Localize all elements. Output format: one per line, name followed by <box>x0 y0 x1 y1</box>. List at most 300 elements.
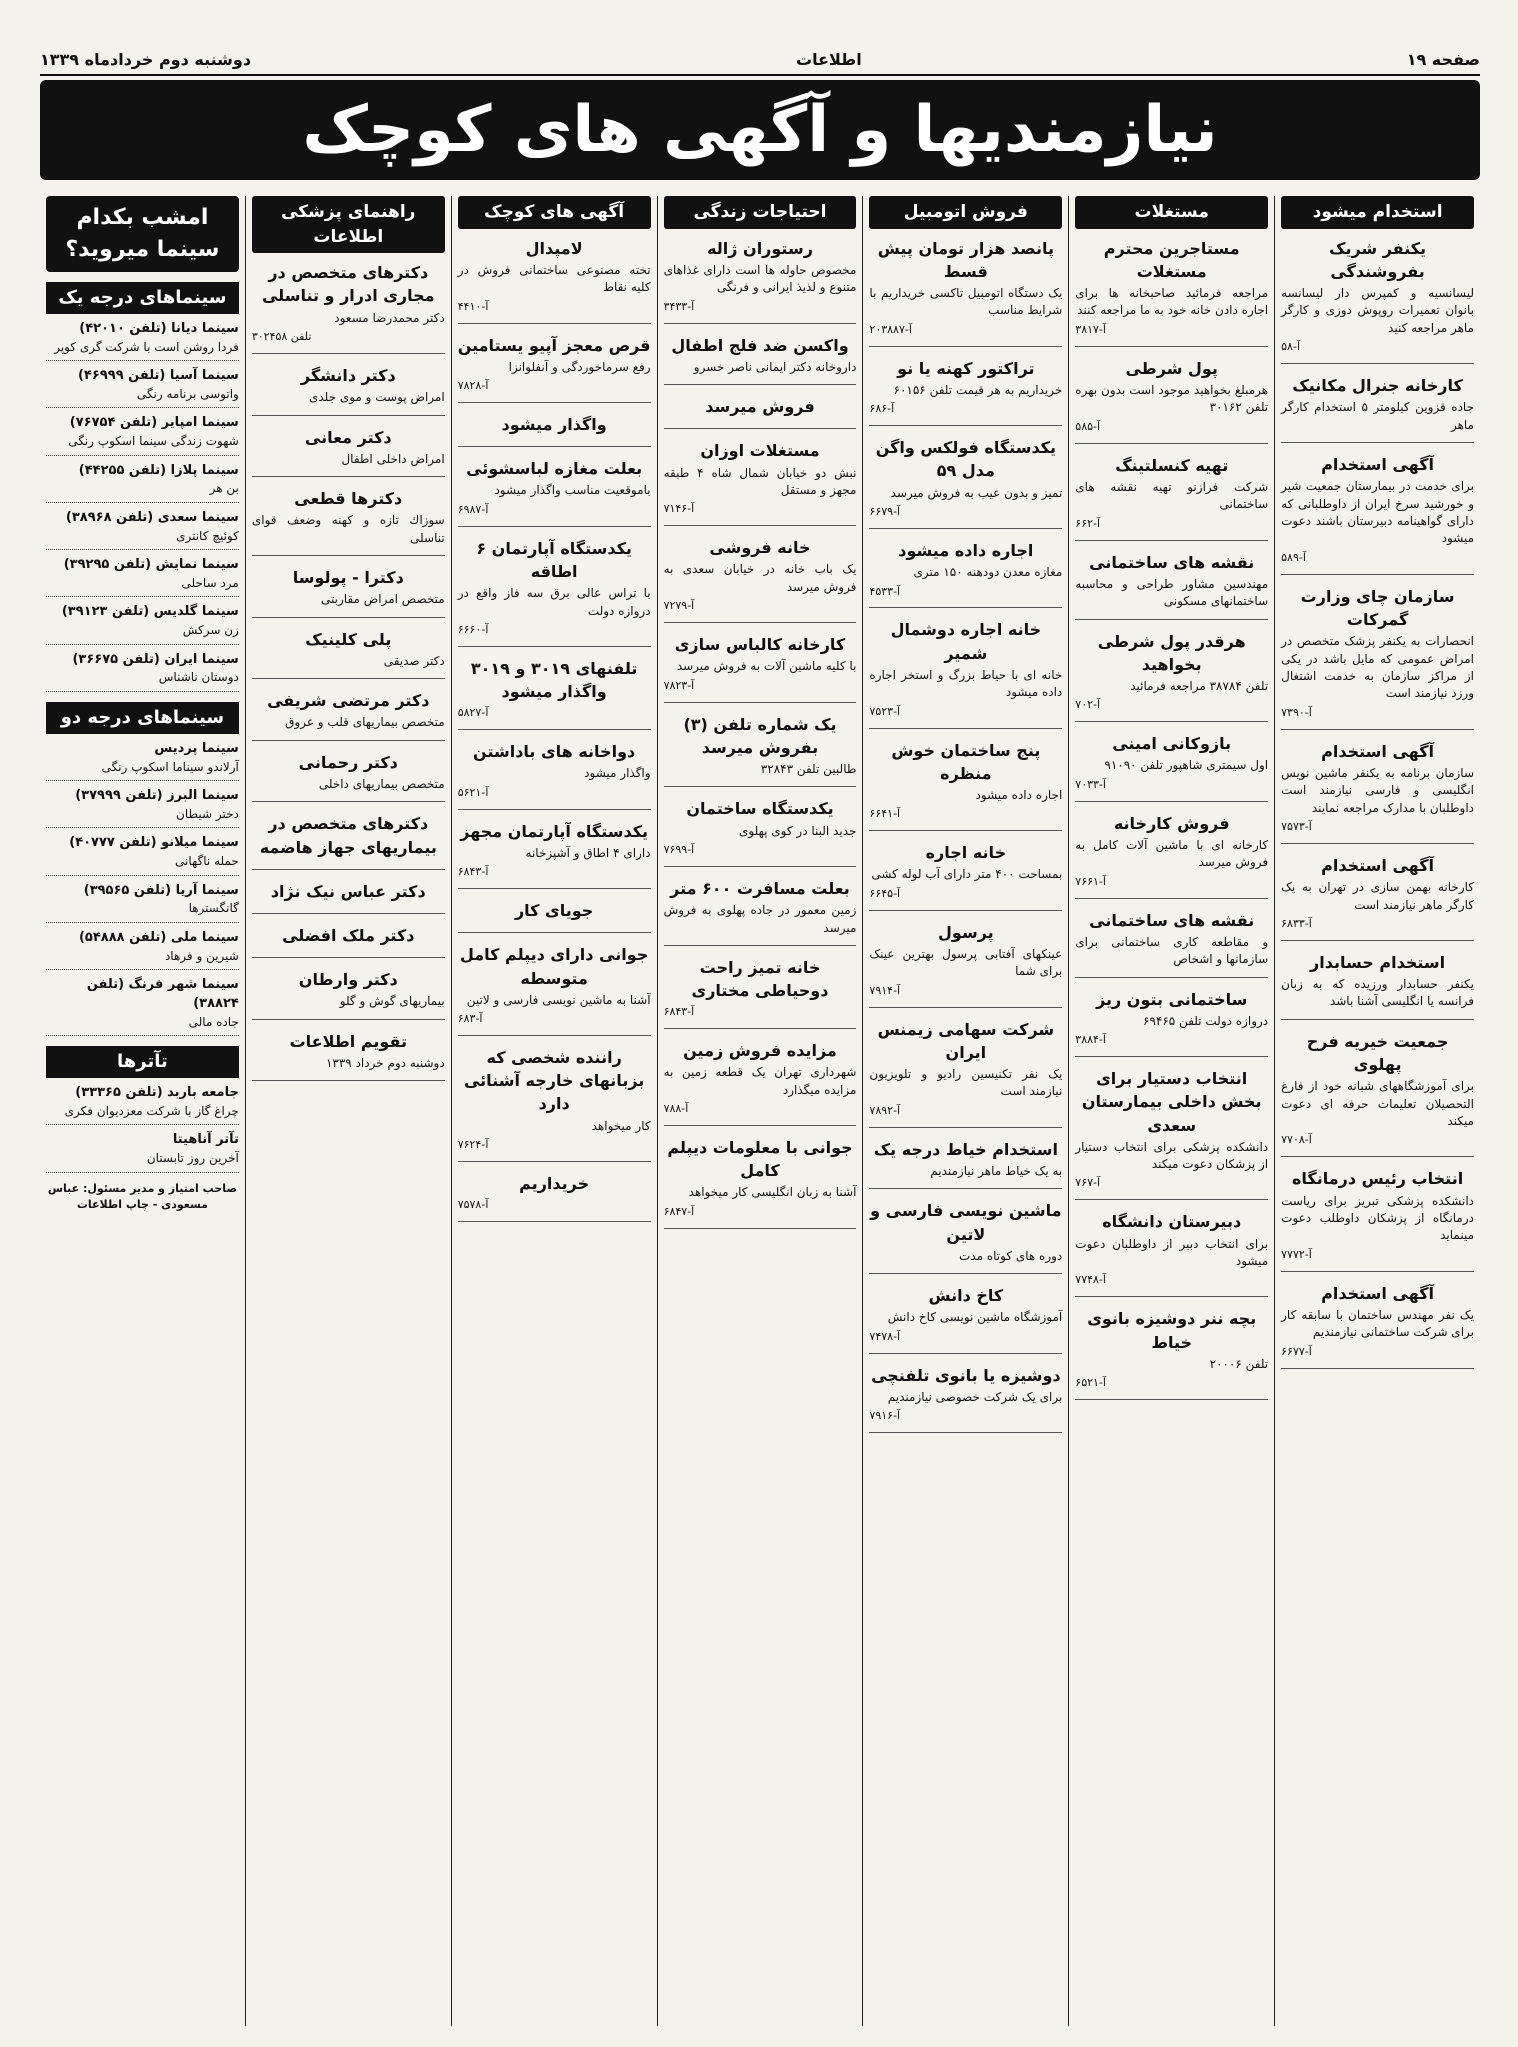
cinema-show: واتوسی برنامه رنگی <box>136 386 239 401</box>
theaters-header: تآترها <box>46 1046 239 1078</box>
cinema-listing <box>46 556 239 597</box>
ad-title: جوانی دارای دیپلم کامل متوسطه <box>459 945 649 988</box>
classified-ad <box>252 1030 445 1082</box>
ad-title: فروش کارخانه <box>1113 813 1230 833</box>
classified-ad <box>252 364 445 416</box>
ad-reference: آ-۵۸ <box>1281 340 1300 354</box>
cinema-name: سینما گلدیس (تلفن ۳۹۱۲۳) <box>61 604 239 620</box>
ad-title: خانه اجاره دوشمال شمیر <box>890 620 1042 663</box>
ad-title: دکترها قطعی <box>294 489 403 509</box>
ad-title: نقشه های ساختمانی <box>1089 552 1255 572</box>
ad-reference: آ-۴۵۳۳ <box>869 584 901 598</box>
column-header: آگهی های کوچک <box>458 196 651 229</box>
ad-reference: آ-۷۸۹۲ <box>869 1103 901 1117</box>
ad-text: متخصص امراض مقاربتی <box>321 592 445 607</box>
cinema-listing <box>46 740 239 781</box>
ad-text: برای آموزشگاههای شبانه خود از فارغ التحصیلان تعلیمات حرفه ای دعوت میکند <box>1281 1079 1474 1128</box>
cinema-show: آرلاندو سیناما اسکوپ رنگی <box>101 759 239 774</box>
ad-reference: آ-۷۹۱۴ <box>869 983 901 997</box>
ad-text: طالبین تلفن ۳۲۸۴۳ <box>760 762 857 777</box>
ad-title: استخدام خیاط درجه یک <box>873 1139 1058 1159</box>
cinema-show: گانگسترها <box>188 901 239 916</box>
classified-ad <box>664 877 857 946</box>
ad-title: واگذار میشود <box>501 415 607 435</box>
ad-title: انتخاب رئیس درمانگاه <box>1291 1169 1464 1189</box>
classified-ad <box>252 487 445 556</box>
ad-reference: آ-۶۶۲ <box>1075 516 1101 530</box>
ad-reference: آ-۶۸۴۳ <box>457 865 489 879</box>
ad-reference: آ-۶۸۳ <box>457 1012 483 1026</box>
ad-title: هرقدر پول شرطی بخواهید <box>1097 631 1246 674</box>
cinema-name: سینما شهر فرنگ (تلفن ۳۸۸۲۴) <box>86 977 239 1011</box>
classified-ad <box>664 956 857 1029</box>
cinema-listing <box>46 976 239 1036</box>
ad-title: خریداریم <box>519 1173 590 1193</box>
ad-title: اجاره داده میشود <box>898 540 1034 560</box>
ad-text: برای یک شرکت خصوصی نیازمندیم <box>887 1389 1063 1404</box>
ad-title: آگهی استخدام <box>1321 855 1434 875</box>
classified-ad <box>1281 1282 1474 1369</box>
ad-column <box>451 196 657 2026</box>
ad-text: و مقاطعه کاری ساختمانی برای سازمانها و اشخاص <box>1075 934 1269 967</box>
ad-text: یک نفر تکنیسین رادیو و تلویزیون نیازمند است <box>869 1067 1063 1099</box>
ad-reference: آ-۶۸۴۷ <box>663 1204 695 1218</box>
cinema-show: شیرین و فرهاد <box>164 948 239 963</box>
ad-reference: آ-۷۷۰۸ <box>1281 1133 1312 1147</box>
ad-title: ساختمانی بتون ریز <box>1096 989 1248 1009</box>
ad-title: سازمان چای وزارت گمرکات <box>1300 586 1455 629</box>
ad-text: نبش دو خیابان شمال شاه ۴ طبقه مجهز و مستقل <box>663 465 857 497</box>
ad-reference: آ-۷۰۲ <box>1075 698 1101 712</box>
ad-reference: آ-۲۰۳۸۸۷ <box>869 322 912 336</box>
column-header: استخدام میشود <box>1281 196 1474 229</box>
cinema-listing <box>46 834 239 875</box>
classified-ad <box>1075 1067 1268 1200</box>
ad-text: خانه ای با حیاط بزرگ و استخر اجاره داده میشود <box>869 667 1063 700</box>
ad-text: برای انتخاب دبیر از داوطلبان دعوت میشود <box>1075 1236 1269 1268</box>
classified-ad <box>664 713 857 788</box>
classified-ad <box>664 237 857 324</box>
theater-listing <box>46 1084 239 1125</box>
ad-reference: آ-۷۴۷۸ <box>869 1329 901 1343</box>
classified-ad <box>252 566 445 618</box>
ad-title: جویای کار <box>514 901 594 921</box>
ad-text: مهندسین مشاور طراحی و محاسبه ساختمانهای مسکونی <box>1075 576 1269 609</box>
masthead <box>40 50 1480 76</box>
ad-reference: آ-۷۷۷۲ <box>1281 1247 1312 1261</box>
classified-ad <box>458 820 651 890</box>
classified-ad <box>664 1136 857 1229</box>
ad-title: نقشه های ساختمانی <box>1089 910 1255 930</box>
ad-title: کارخانه کالباس سازی <box>674 635 846 655</box>
ad-title: دواخانه های باداشتن <box>473 742 636 762</box>
ad-title: یک شماره تلفن (۳) بفروش میرسد <box>683 714 837 757</box>
ad-title: دکترا - پولوسا <box>292 568 404 588</box>
cinema-listing <box>46 929 239 970</box>
classified-ad <box>869 357 1062 427</box>
section-banner: نیازمندیها و آگهی های کوچک <box>40 80 1480 180</box>
ad-text: یک نفر مهندس ساختمان با سابقه کار برای شرکت ساختمانی نیازمندیم <box>1281 1307 1474 1340</box>
ad-text: امراض داخلی اطفال <box>341 451 445 466</box>
classified-ad <box>252 751 445 803</box>
cinema-listing <box>46 509 239 550</box>
classified-ad <box>252 968 445 1020</box>
ad-column <box>657 196 863 2026</box>
ad-text: تمیز و بدون عیب به فروش میرسد <box>890 485 1063 500</box>
classified-ad <box>664 334 857 386</box>
classified-ad <box>458 1046 651 1162</box>
classified-ad <box>252 812 445 869</box>
ad-text: یک باب خانه در خیابان سعدی به فروش میرسد <box>663 562 857 594</box>
ad-reference: آ-۴۴۱۰ <box>457 299 489 313</box>
column-header: مستغلات <box>1075 196 1268 229</box>
ad-reference: آ-۶۸۴۳ <box>663 1005 695 1019</box>
second-class-cinemas-header: سینماهای درجه دو <box>46 702 239 734</box>
ad-title: تقویم اطلاعات <box>289 1031 407 1051</box>
cinema-show: شهوت زندگی سینما اسکوپ رنگی <box>68 434 239 449</box>
classified-ad <box>1281 585 1474 730</box>
classified-ad <box>664 797 857 867</box>
classified-ad <box>252 628 445 680</box>
ad-reference: آ-۶۶۴۱ <box>869 807 901 821</box>
classified-ad <box>869 539 1062 609</box>
classified-ad <box>664 633 857 703</box>
ad-text: اول سیمتری شاهپور تلفن ۹۱۰۹۰ <box>1104 758 1269 773</box>
cinema-listing <box>46 414 239 455</box>
classified-ad <box>1075 237 1268 347</box>
classified-ad <box>1075 357 1268 444</box>
ads-columns <box>40 196 1480 2026</box>
ad-title: شرکت سهامی زیمنس ایران <box>877 1019 1055 1062</box>
classified-ad <box>1281 951 1474 1020</box>
ad-title: تراکتور کهنه یا نو <box>897 358 1035 378</box>
cinema-name: سینما سعدی (تلفن ۳۸۹۶۸) <box>65 509 239 525</box>
ad-text: بمساحت ۴۰۰ متر دارای آب لوله کشی <box>871 867 1063 882</box>
classified-ad <box>252 261 445 354</box>
ad-text: جدید البنا در کوی پهلوی <box>739 823 857 838</box>
ad-reference: آ-۵۶۲۱ <box>457 785 489 799</box>
ad-title: دکتر رحمانی <box>298 752 398 772</box>
classified-ad <box>1075 1210 1268 1297</box>
ad-reference: آ-۶۶۷۹ <box>869 505 901 519</box>
classified-ad <box>869 1199 1062 1274</box>
ad-text: تلفن ۲۰۰۰۶ <box>1209 1356 1269 1371</box>
classified-ad <box>869 436 1062 529</box>
classified-ad <box>869 1364 1062 1434</box>
classified-ad <box>1075 988 1268 1058</box>
classified-ad <box>1075 812 1268 899</box>
classified-ad <box>1281 740 1474 844</box>
ad-reference: آ-۷۶۲۴ <box>457 1138 489 1152</box>
cinema-name: سینما پلازا (تلفن ۴۴۲۵۵) <box>78 462 239 478</box>
ad-title: دوشیزه یا بانوی تلفنچی <box>871 1365 1061 1385</box>
ad-reference: آ-۶۶۶۰ <box>457 622 489 636</box>
ad-text: بیماریهای گوش و گلو <box>339 994 445 1009</box>
cinema-column <box>40 196 245 2026</box>
ad-text: متخصص بیماریهای قلب و عروق <box>285 715 445 730</box>
cinema-show: حمله ناگهانی <box>175 854 239 869</box>
ad-text: مراجعه فرمائید صاحبخانه ها برای اجاره دادن خانه خود به ما مراجعه کنند <box>1075 286 1269 318</box>
ad-text: تلفن ۳۸۷۸۴ مراجعه فرمائید <box>1130 678 1269 693</box>
ad-title: آگهی استخدام <box>1321 1283 1434 1303</box>
ad-reference: آ-۷۸۸ <box>663 1102 689 1116</box>
classified-ad <box>1281 1167 1474 1271</box>
ad-reference: آ-۶۹۸۷ <box>457 502 489 516</box>
first-class-cinemas-header: سینماهای درجه یک <box>46 282 239 314</box>
ad-title: پرسول <box>938 922 994 942</box>
ad-text: با تراس عالی برق سه فاز واقع در دروازه دولت <box>457 586 651 618</box>
ad-title: پلی کلینیک <box>305 629 392 649</box>
ad-reference: آ-۷۸۲۸ <box>457 379 489 393</box>
classified-ad <box>458 537 651 647</box>
ad-text: داروخانه دکتر ایمانی ناصر خسرو <box>693 359 857 374</box>
cinema-show: جاده مالی <box>188 1014 239 1029</box>
ad-reference: آ-۷۲۷۹ <box>663 599 695 613</box>
ad-title: دکترهای متخصص در مجاری ادرار و تناسلی <box>261 263 435 306</box>
ad-title: یکدستگاه فولکس واگن مدل ۵۹ <box>875 438 1056 481</box>
ad-text: عینکهای آفتابی پرسول بهترین عینک برای شما <box>869 946 1063 979</box>
column-header: احتیاجات زندگی <box>664 196 857 229</box>
ad-title: قرص معجز آپیو یستامین <box>457 335 651 355</box>
classified-ad <box>252 924 445 958</box>
page-number: صفحه ۱۹ <box>1406 50 1480 69</box>
ad-title: تلفنهای ۳۰۱۹ و ۳۰۱۹ واگذار میشود <box>470 658 638 702</box>
classified-ad <box>869 1138 1062 1190</box>
ad-reference: آ-۶۸۶ <box>869 402 895 416</box>
classified-ad <box>252 689 445 741</box>
cinema-listing <box>46 882 239 923</box>
ad-text: کارخانه بهمن سازی در تهران به یک کارگر ماهر نیازمند است <box>1281 880 1474 912</box>
ad-text: سوزاك تازه و کهنه وضعف قوای تناسلی <box>251 513 445 545</box>
cinema-name: سینما پردیس <box>154 740 239 756</box>
classified-ad <box>869 921 1062 1008</box>
ad-text: خریداریم به هر قیمت تلفن ۶۰۱۵۶ <box>893 382 1063 397</box>
ad-column <box>1274 196 1480 2026</box>
cinema-name: سینما دیانا (تلفن ۴۲۰۱۰) <box>79 320 239 336</box>
classified-ad <box>869 841 1062 911</box>
cinema-listing <box>46 603 239 644</box>
cinema-name: سینما میلانو (تلفن ۴۰۷۷۷) <box>69 835 239 851</box>
cinema-listing <box>46 462 239 503</box>
theater-name: جامعه باربد (تلفن ۳۳۳۶۵) <box>75 1085 239 1101</box>
classified-ad <box>664 536 857 623</box>
column-header: فروش اتومبیل <box>869 196 1062 229</box>
ad-text: کار میخواهد <box>591 1118 651 1133</box>
classified-ad <box>1075 1307 1268 1400</box>
ad-title: رستوران ژاله <box>707 238 813 258</box>
ad-reference: آ-۷۱۴۶ <box>663 502 695 516</box>
ad-title: خانه تمیز راحت دوحیاطی مختاری <box>691 957 829 1001</box>
cinema-name: سینما آسیا (تلفن ۴۶۹۹۹) <box>78 368 239 384</box>
classified-ad <box>458 413 651 447</box>
theater-show: چراغ گاز با شرکت معزدیوان فکری <box>64 1104 239 1119</box>
ad-reference: آ-۳۴۳۳ <box>663 299 695 313</box>
ad-title: خانه اجاره <box>925 843 1007 863</box>
ad-title: کارخانه جنرال مکانیک <box>1292 376 1463 396</box>
ad-title: مزایده فروش زمین <box>683 1041 837 1061</box>
classified-ad <box>458 943 651 1036</box>
ad-text: مخصوص حاوله ها است دارای غذاهای متنوع و لذیذ ایرانی و فرنگی <box>663 262 857 295</box>
ad-text: اجاره داده میشود <box>975 787 1063 802</box>
cinema-show: مرد ساحلی <box>181 575 239 590</box>
classified-ad <box>869 237 1062 347</box>
cinema-name: سینما نمایش (تلفن ۳۹۲۹۵) <box>63 557 239 573</box>
ad-text: با کلیه ماشین آلات به فروش میرسد <box>676 659 857 674</box>
ad-title: خانه فروشی <box>709 538 811 558</box>
ad-reference: آ-۷۰۳۳ <box>1075 777 1106 791</box>
ad-title: استخدام حسابدار <box>1310 952 1446 972</box>
cinema-name: سینما ملی (تلفن ۵۴۸۸۸) <box>78 929 239 945</box>
paper-name: اطلاعات <box>796 50 862 69</box>
ad-text: مغازه معدن دودهنه ۱۵۰ متری <box>913 565 1063 580</box>
ad-text: انحصارات به یکنفر پزشک متخصص در امراض عمومی که مایل باشد در یکی از مراکز سازمان به خدمت اشتغال ورزد نیازمند است <box>1281 634 1474 701</box>
cinema-show: فردا روشن است با شرکت گری کوپر <box>54 339 239 354</box>
ad-text: تخته مصنوعی ساختمانی فروش در کلیه نقاط <box>457 262 651 295</box>
classified-ad <box>1281 854 1474 941</box>
ad-text: کارخانه ای با ماشین آلات کامل به فروش میرسد <box>1075 837 1269 870</box>
ad-text: هرمبلغ بخواهید موجود است بدون بهره تلفن ۳۰۱۶۲ <box>1075 382 1269 415</box>
ad-title: آگهی استخدام <box>1321 741 1434 761</box>
cinema-show: کوئیچ کانتری <box>176 528 239 543</box>
cinema-show: زن سرکش <box>182 623 239 638</box>
ad-reference: آ-۷۹۱۶ <box>869 1409 901 1423</box>
ad-text: به یک خیاط ماهر نیازمندیم <box>930 1163 1063 1178</box>
classified-ad <box>1281 1030 1474 1157</box>
ad-title: راننده شخصی که بزبانهای خارجه آشنائی دارد <box>463 1048 645 1114</box>
ad-title: انتخاب دستیار برای بخش داخلی بیمارستان سعدی <box>1081 1069 1262 1135</box>
ad-text: یک دستگاه اتومبیل تاکسی خریداریم با شرایط مناسب <box>869 286 1063 318</box>
classified-ad <box>869 1018 1062 1128</box>
ad-title: پانصد هزار تومان پیش قسط <box>877 238 1054 281</box>
classified-ad <box>1075 732 1268 802</box>
ad-text: دانشکده پزشکی برای انتخاب دستیار از پزشکان دعوت میکند <box>1075 1139 1269 1172</box>
publisher-credit: صاحب امتیاز و مدیر مسئول: عباس مسعودی - چاپ اطلاعات <box>47 1181 237 1211</box>
ad-reference: آ-۵۸۹ <box>1281 550 1306 564</box>
ad-text: برای خدمت در بیمارستان جمعیت شیر و خورشید سرخ ایران از داوطلبانی که دارای گواهینامه دبیرستان باشند دعوت میشود <box>1281 479 1474 546</box>
ad-title: بعلت مسافرت ۶۰۰ متر <box>670 878 850 898</box>
ad-title: یکدستگاه آپارتمان ۶ اطاقه <box>476 538 632 581</box>
ad-text: آشنا به زبان انگلیسی کار میخواهد <box>688 1185 857 1200</box>
ad-title: واکسن ضد فلج اطفال <box>671 335 849 355</box>
ad-text: دارای ۴ اطاق و آشپزخانه <box>525 845 651 860</box>
classified-ad <box>252 880 445 914</box>
ad-text: یکنفر حسابدار ورزیده که به زبان فرانسه یا انگلیسی آشنا باشد <box>1281 977 1474 1009</box>
ad-reference: آ-۳۸۱۷ <box>1075 322 1106 336</box>
classified-ad <box>458 457 651 527</box>
cinema-name: سینما امپایر (تلفن ۷۶۷۵۴) <box>69 415 239 431</box>
ad-title: یکنفر شریک بفروشندگی <box>1329 238 1427 281</box>
ad-reference: آ-۶۸۳۳ <box>1281 916 1312 930</box>
ad-reference: آ-۶۶۴۵ <box>869 886 901 900</box>
classified-ad <box>458 899 651 933</box>
classified-ad <box>1075 551 1268 620</box>
ad-title: دکتر معانی <box>304 427 392 447</box>
ad-reference: آ-۷۷۴۸ <box>1075 1273 1106 1287</box>
cinema-show: بن هر <box>209 481 239 496</box>
ad-title: ماشین نویسی فارسی و لاتین <box>870 1201 1062 1244</box>
ad-text: آموزشگاه ماشین نویسی کاخ دانش <box>887 1310 1063 1325</box>
ad-text: متخصص بیماریهای داخلی <box>318 777 445 792</box>
issue-date: دوشنبه دوم خردادماه ۱۳۳۹ <box>40 50 252 69</box>
ad-title: دکتر ملک افضلی <box>282 925 415 945</box>
classified-ad <box>458 740 651 810</box>
ad-text: دکتر محمدرضا مسعود <box>334 310 445 325</box>
classified-ad <box>1075 630 1268 723</box>
ad-title: تهیه کنسلتینگ <box>1115 455 1229 475</box>
classified-ad <box>458 1172 651 1222</box>
theater-show: آخرین روز تابستان <box>146 1151 239 1166</box>
classified-ad <box>1075 454 1268 541</box>
ad-column <box>862 196 1068 2026</box>
ad-title: دکترهای متخصص در بیماریهای جهاز هاضمه <box>259 814 437 857</box>
ad-reference: آ-۷۶۷ <box>1075 1176 1101 1190</box>
ad-reference: آ-۷۵۲۳ <box>869 704 901 718</box>
ad-title: بعلت مغازه لباسشوئی <box>466 459 643 479</box>
cinema-listing <box>46 787 239 828</box>
ad-reference: آ-۷۵۷۸ <box>457 1198 489 1212</box>
classified-ad <box>664 1039 857 1126</box>
cinema-show: دختر شیطان <box>176 806 239 821</box>
ad-reference: تلفن ۳۰۲۴۵۸ <box>251 330 312 344</box>
ad-title: جوانی با معلومات دیپلم کامل <box>667 1138 853 1181</box>
ad-reference: آ-۵۸۵ <box>1075 419 1101 433</box>
classified-ad <box>1075 909 1268 978</box>
ad-title: مستاجرین محترم مستغلات <box>1103 238 1240 281</box>
classified-ad <box>458 237 651 324</box>
ad-text: شهرداری تهران یک قطعه زمین به مزایده میگذارد <box>663 1065 857 1097</box>
cinema-listing <box>46 367 239 408</box>
cinema-banner: امشب بکدام سینما میروید؟ <box>46 196 239 272</box>
ad-title: یکدستگاه آپارتمان مجهز <box>460 821 649 841</box>
cinema-name: سینما البرز (تلفن ۳۷۹۹۹) <box>75 788 239 804</box>
ad-text: دوشنبه دوم خرداد ۱۳۳۹ <box>325 1055 445 1070</box>
ad-text: جاده قزوین کیلومتر ۵ استخدام کارگر ماهر <box>1281 400 1475 432</box>
ad-column <box>245 196 451 2026</box>
ad-title: یکدستگاه ساختمان <box>686 799 834 819</box>
classified-ad <box>252 426 445 478</box>
ad-title: آگهی استخدام <box>1321 455 1434 475</box>
ad-title: بازوکانی امینی <box>1112 734 1232 754</box>
ad-title: دبیرستان دانشگاه <box>1102 1212 1242 1232</box>
ad-text: دانشکده پزشکی تبریز برای ریاست درمانگاه از پزشکان داوطلب دعوت مینماید <box>1281 1193 1474 1243</box>
ad-title: پول شرطی <box>1125 358 1218 378</box>
cinema-listing <box>46 651 239 692</box>
cinema-listing <box>46 320 239 361</box>
ad-text: لیسانسیه و کمپرس دار لیسانسه بانوان تعمیرات روپوش دوزی و کارگر ماهر مراجعه کنید <box>1281 286 1474 335</box>
ad-text: رفع سرماخوردگی و آنفلوانزا <box>508 359 651 374</box>
cinema-name: سینما ایران (تلفن ۳۶۶۷۵) <box>72 651 239 667</box>
ad-reference: آ-۷۶۹۹ <box>663 842 695 856</box>
ad-reference: آ-۶۵۲۱ <box>1075 1376 1106 1390</box>
ad-text: دروازه دولت تلفن ۶۹۴۶۵ <box>1143 1013 1269 1028</box>
ad-text: زمین معمور در جاده پهلوی به فروش میرسد <box>663 903 857 935</box>
ad-text: دوره های کوتاه مدت <box>959 1248 1063 1263</box>
theater-name: تآتر آناهیتا <box>172 1132 239 1148</box>
ad-reference: آ-۷۸۲۳ <box>663 678 695 692</box>
ad-text: سازمان برنامه به یکنفر ماشین نویس انگلیسی و فارسی نیازمند است داوطلبان با مدارک مراجعه نمایند <box>1281 765 1474 815</box>
ad-reference: آ-۵۸۲۷ <box>457 706 489 720</box>
ad-title: دکتر عباس نیک نژاد <box>270 881 426 901</box>
ad-title: دکتر مرتضی شریفی <box>267 691 430 711</box>
ad-title: فروش میرسد <box>705 397 815 417</box>
ad-title: دکتر دانشگر <box>300 365 396 385</box>
ad-text: واگذار میشود <box>584 766 651 781</box>
classified-ad <box>869 1284 1062 1354</box>
classified-ad <box>1281 374 1474 443</box>
ad-title: پنج ساختمان خوش منظره <box>891 740 1041 783</box>
column-header: راهنمای پزشکی اطلاعات <box>252 196 445 253</box>
ad-title: جمعیت خیریه فرح پهلوی <box>1306 1031 1449 1075</box>
